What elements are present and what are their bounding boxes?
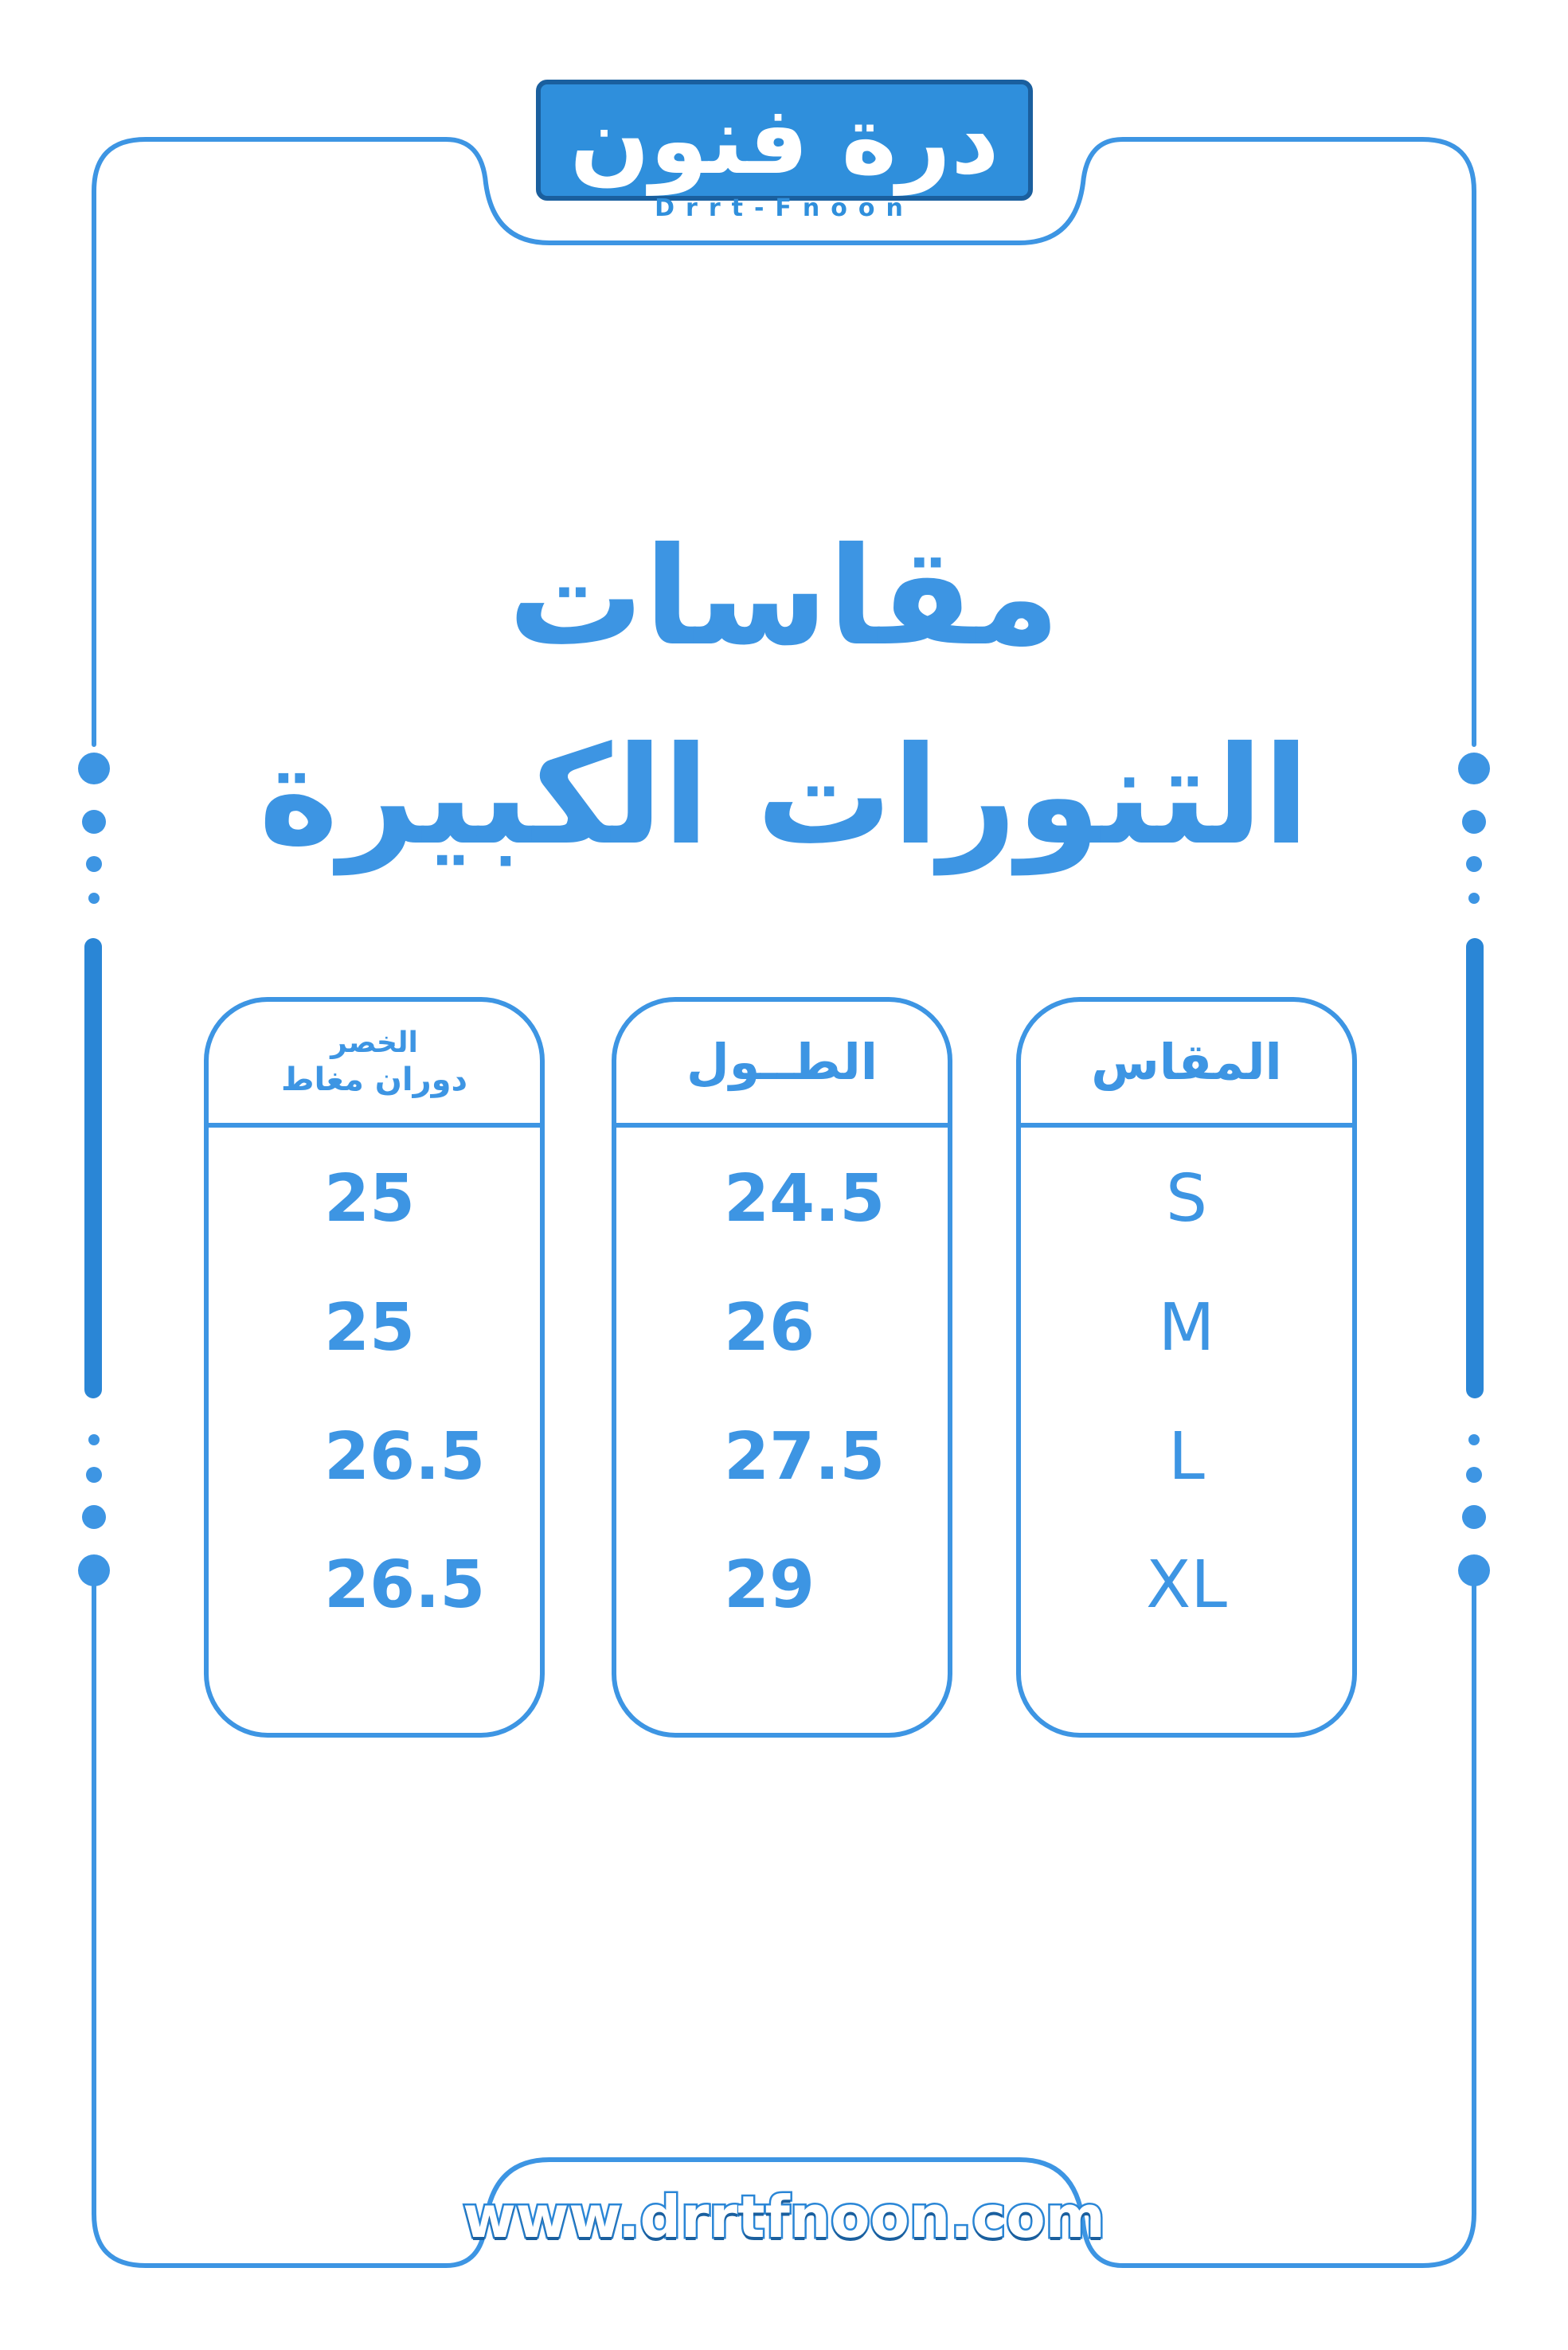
waist-cell: 26.5 bbox=[324, 1547, 486, 1623]
waist-cell: 25 bbox=[324, 1290, 416, 1366]
logo-arabic-text: درة فنون bbox=[536, 80, 1032, 201]
waist-column bbox=[204, 997, 545, 1738]
length-cell: 26 bbox=[724, 1290, 815, 1366]
size-cell: M bbox=[1158, 1290, 1215, 1366]
size-column bbox=[1016, 997, 1357, 1738]
waist-subheader-label: دوران مغاط bbox=[280, 1062, 468, 1098]
length-cell: 27.5 bbox=[724, 1419, 886, 1495]
waist-cell: 25 bbox=[324, 1161, 416, 1237]
length-cell: 29 bbox=[724, 1547, 815, 1623]
page-title-line-1: مقاسات bbox=[507, 518, 1061, 676]
length-header-label: الطــول bbox=[686, 1033, 878, 1091]
size-header-label: المقاس bbox=[1091, 1033, 1282, 1091]
website-link[interactable]: www.drrtfnoon.com bbox=[463, 2184, 1105, 2250]
waist-cell: 26.5 bbox=[324, 1419, 486, 1495]
size-cell: XL bbox=[1146, 1547, 1227, 1623]
length-column-header bbox=[616, 1002, 948, 1128]
size-cell: S bbox=[1165, 1161, 1208, 1237]
size-cell: L bbox=[1168, 1419, 1205, 1495]
logo-english-text: Drrt-Fnoon bbox=[655, 194, 914, 222]
brand-logo bbox=[526, 80, 1043, 231]
length-cell: 24.5 bbox=[724, 1161, 886, 1237]
size-column-header bbox=[1021, 1002, 1352, 1128]
length-column bbox=[612, 997, 952, 1738]
waist-column-header bbox=[209, 1002, 540, 1128]
waist-header-label: الخصر bbox=[330, 1026, 418, 1059]
page-title-line-2: التنورات الكبيرة bbox=[258, 718, 1310, 875]
